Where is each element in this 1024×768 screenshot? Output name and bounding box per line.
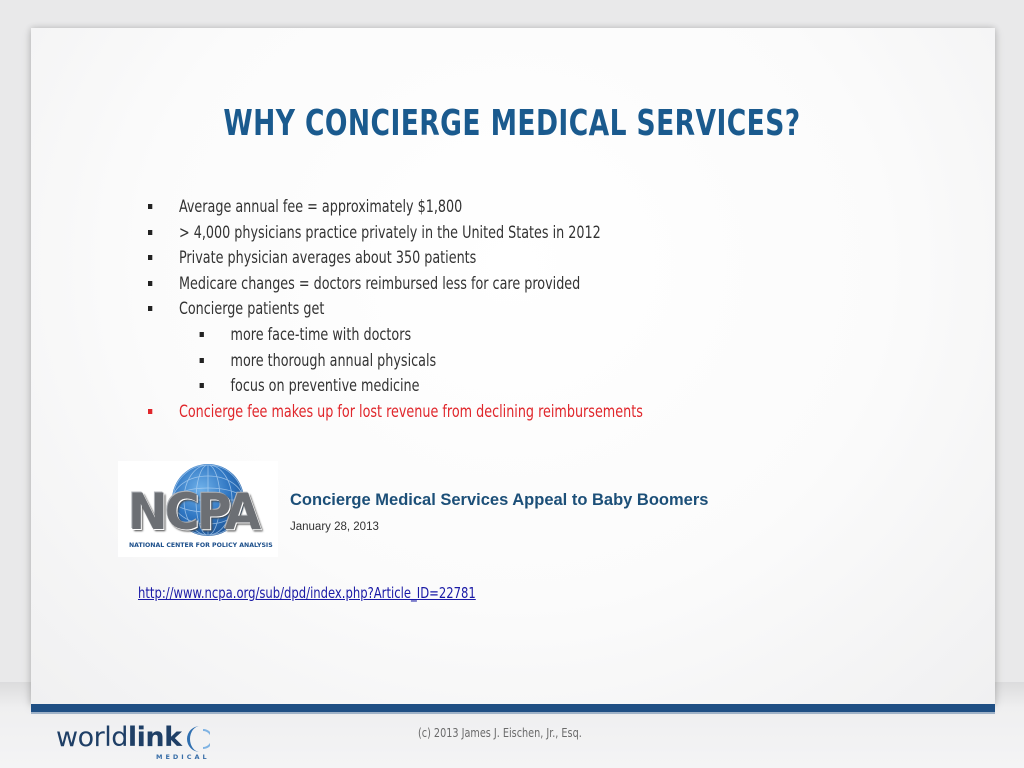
ncpa-logo <box>118 461 278 557</box>
bullet-marker <box>200 358 204 363</box>
article-headline: Concierge Medical Services Appeal to Baby Boomers <box>290 491 709 509</box>
slide-title: WHY CONCIERGE MEDICAL SERVICES? <box>223 103 801 144</box>
copyright-text: (c) 2013 James J. Eischen, Jr., Esq. <box>418 725 582 740</box>
bullet-marker <box>148 306 152 311</box>
bullet-text: Concierge patients get <box>178 299 325 319</box>
bullet-text: Concierge fee makes up for lost revenue from declining reimbursements <box>178 401 643 421</box>
logo-word-bold: link <box>127 722 182 753</box>
source-link[interactable]: http://www.ncpa.org/sub/dpd/index.php?Article_ID=22781 <box>138 584 476 602</box>
bullet-text: more thorough annual physicals <box>230 350 437 370</box>
bullet-text: focus on preventive medicine <box>230 376 420 396</box>
bullet-marker <box>148 281 152 286</box>
footer-bar-accent <box>31 712 995 714</box>
bullet-marker <box>148 230 152 235</box>
bullet-marker <box>148 204 152 209</box>
bullet-marker <box>148 255 152 260</box>
bullet-marker <box>200 332 204 337</box>
footer-bar <box>31 704 995 712</box>
bullet-marker <box>148 409 152 414</box>
bullet-text: Medicare changes = doctors reimbursed less for care provided <box>178 273 581 293</box>
bullet-marker <box>200 383 204 388</box>
worldlink-logo <box>56 722 226 762</box>
bullet-text: Private physician averages about 350 patients <box>178 248 477 268</box>
bullet-text: > 4,000 physicians practice privately in the United States in 2012 <box>178 222 601 242</box>
ncpa-logo-subtitle: NATIONAL CENTER FOR POLICY ANALYSIS <box>129 542 273 549</box>
ncpa-logo-letters: NCPA <box>128 483 259 541</box>
logo-wordmark <box>56 722 182 753</box>
crescent-icon <box>184 724 210 754</box>
article-date: January 28, 2013 <box>290 521 379 533</box>
bullet-text: Average annual fee = approximately $1,800 <box>178 197 463 216</box>
logo-subtitle: MEDICAL <box>156 753 210 761</box>
logo-word-light: world <box>56 722 128 753</box>
bullet-text: more face-time with doctors <box>230 324 412 344</box>
